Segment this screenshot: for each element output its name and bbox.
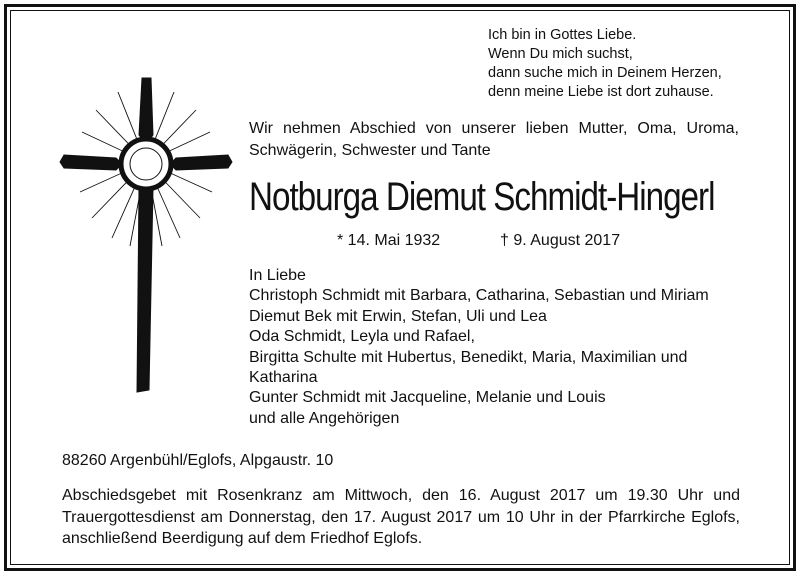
- family-line: Christoph Schmidt mit Barbara, Catharina, Sebastian und Miriam: [249, 287, 709, 305]
- poem-line: dann suche mich in Deinem Herzen,: [488, 65, 722, 81]
- family-line: In Liebe: [249, 267, 306, 284]
- family-line: Birgitta Schulte mit Hubertus, Benedikt, Maria, Maximilian und: [249, 348, 688, 366]
- family-list: [249, 266, 739, 429]
- poem-line: Wenn Du mich suchst,: [488, 46, 633, 62]
- family-line: Katharina: [249, 369, 318, 387]
- family-line: und alle Angehörigen: [249, 409, 400, 427]
- family-line: Oda Schmidt, Leyla und Rafael,: [249, 328, 475, 346]
- deceased-name: Notburga Diemut Schmidt-Hingerl: [249, 175, 715, 219]
- poem: [488, 26, 722, 102]
- service-info: Abschiedsgebet mit Rosenkranz am Mittwoch, den 16. August 2017 um 19.30 Uhr und Trauergottesdienst am Donnerstag, den 17. August 2017 um 10 Uhr in der Pfarrkirche Eglofs, anschließend Beerdigung auf dem Friedhof Eglofs.: [62, 487, 740, 547]
- family-line: Diemut Bek mit Erwin, Stefan, Uli und Lea: [249, 307, 547, 325]
- intro-text: Wir nehmen Abschied von unserer lieben Mutter, Oma, Uroma, Schwägerin, Schwester und Tante: [249, 120, 739, 159]
- address: 88260 Argenbühl/Eglofs, Alpgaustr. 10: [62, 452, 334, 469]
- death-date: † 9. August 2017: [500, 232, 621, 249]
- family-line: Gunter Schmidt mit Jacqueline, Melanie und Louis: [249, 389, 606, 407]
- cross-body: [60, 78, 232, 392]
- birth-date: * 14. Mai 1932: [337, 232, 441, 249]
- cross-icon: [56, 60, 236, 400]
- poem-line: Ich bin in Gottes Liebe.: [488, 27, 637, 43]
- poem-line: denn meine Liebe ist dort zuhause.: [488, 84, 714, 100]
